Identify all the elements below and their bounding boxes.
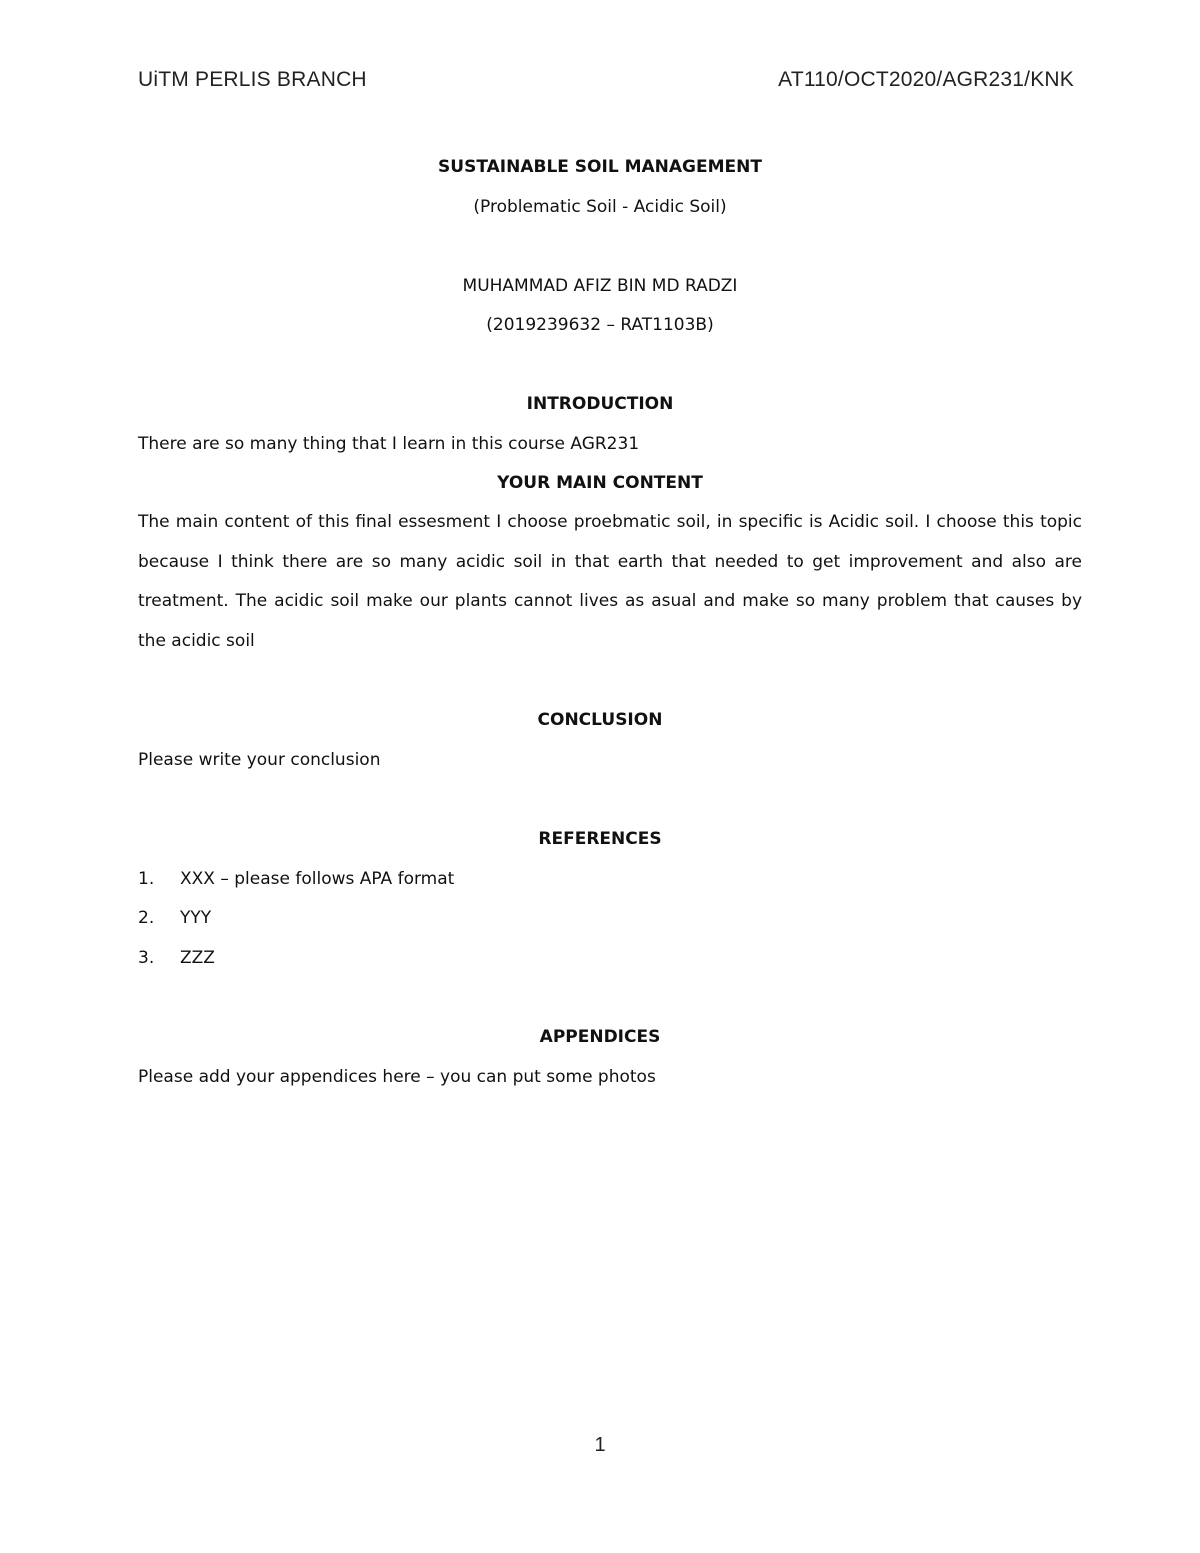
introduction-heading: INTRODUCTION	[526, 394, 674, 414]
header-course-code: AT110/OCT2020/AGR231/KNK	[778, 68, 1074, 91]
page-number: 1	[594, 1434, 606, 1456]
author-name: MUHAMMAD AFIZ BIN MD RADZI	[462, 276, 738, 296]
author-id: (2019239632 – RAT1103B)	[486, 315, 714, 335]
reference-text: YYY	[180, 908, 212, 928]
reference-text: XXX – please follows APA format	[180, 869, 455, 889]
introduction-text: There are so many thing that I learn in this course AGR231	[138, 434, 640, 454]
reference-number: 2.	[138, 908, 155, 928]
reference-item	[138, 948, 215, 968]
conclusion-heading: CONCLUSION	[537, 710, 663, 730]
main-content-heading: YOUR MAIN CONTENT	[497, 473, 703, 493]
reference-number: 3.	[138, 948, 155, 968]
reference-item	[138, 908, 211, 928]
appendices-text: Please add your appendices here – you can put some photos	[138, 1067, 656, 1087]
document-subtitle: (Problematic Soil - Acidic Soil)	[473, 197, 727, 217]
references-heading: REFERENCES	[538, 829, 662, 849]
reference-number: 1.	[138, 869, 155, 889]
header-institution: UiTM PERLIS BRANCH	[138, 68, 367, 91]
appendices-heading: APPENDICES	[539, 1027, 661, 1047]
conclusion-text: Please write your conclusion	[138, 750, 381, 770]
document-title: SUSTAINABLE SOIL MANAGEMENT	[438, 157, 762, 177]
reference-text: ZZZ	[180, 948, 215, 968]
reference-item	[138, 869, 454, 889]
main-content-paragraph: The main content of this final essesment I choose proebmatic soil, in specific is Acidic soil. I choose this topic because I think there are so many acidic soil in that earth that needed to get improvement and also are treatment. The acidic soil make our plants cannot lives as asual and make so many problem that causes by the acidic soil	[138, 512, 1082, 651]
